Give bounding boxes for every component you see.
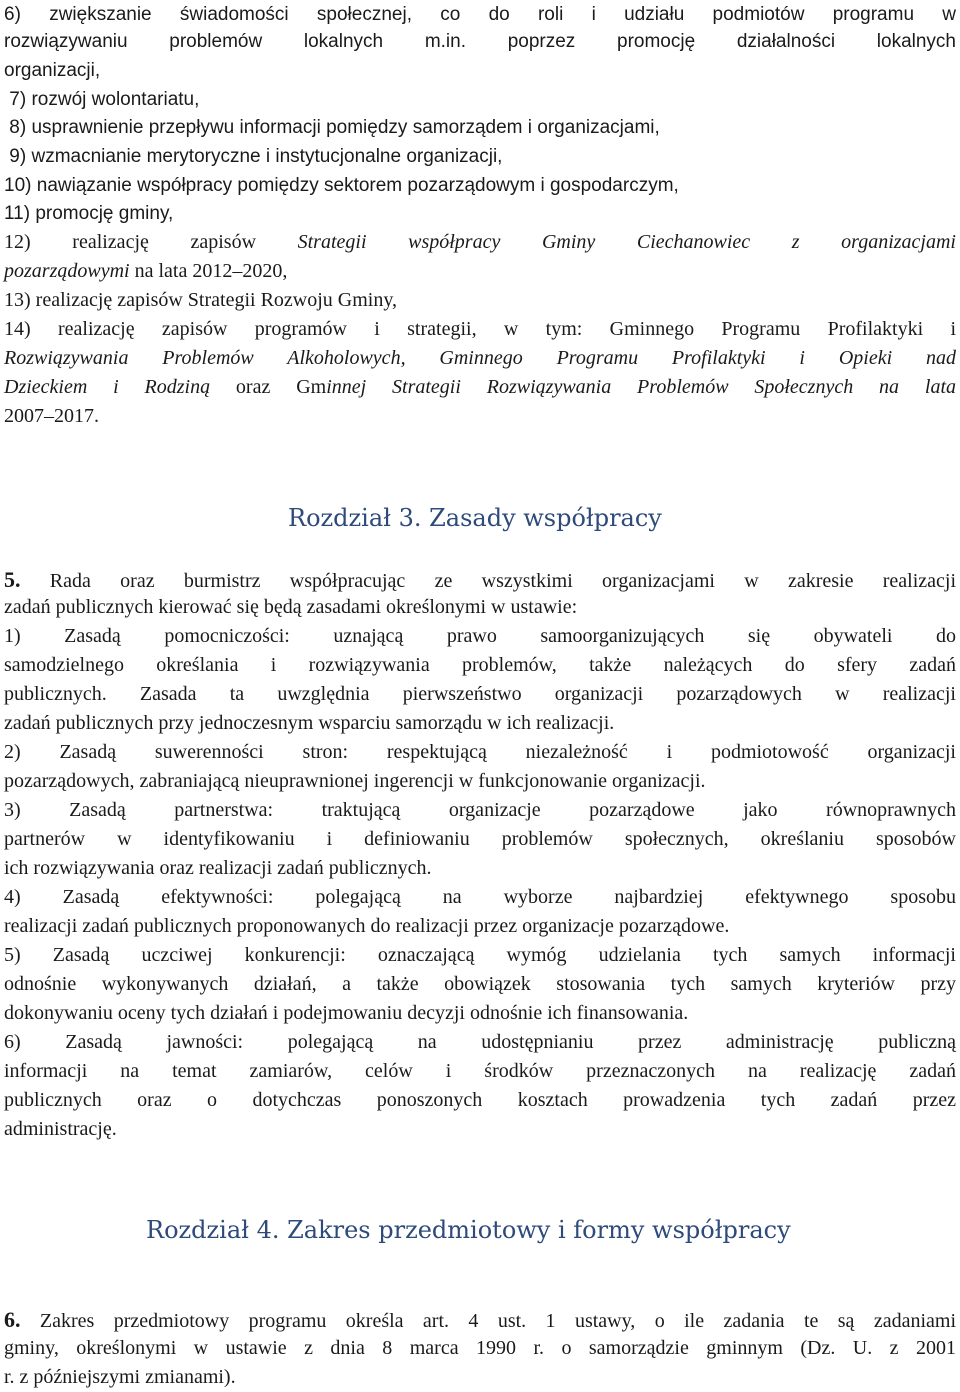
section-6-number: 6. (4, 1307, 21, 1332)
list-item-14-line-2: Rozwiązywania Problemów Alkoholowych, Gminnego Programu Profilaktyki i Opieki nad (4, 347, 956, 369)
section-6-line-1: 6. Zakres przedmiotowy programu określa art. 4 ust. 1 ustawy, o ile zadania te są zadaniami (4, 1307, 957, 1332)
section-5-line-5: publicznych. Zasada ta uwzględnia pierwszeństwo organizacji pozarządowych w realizacji (4, 683, 956, 705)
chapter-3-heading: Rozdział 3. Zasady współpracy (288, 504, 662, 532)
section-5-line-3: 1) Zasadą pomocniczości: uznającą prawo samoorganizujących się obywateli do (4, 625, 956, 647)
list-item-6-line-3: organizacji, (4, 60, 101, 81)
list-item-12-line-2: pozarządowymi na lata 2012–2020, (4, 260, 288, 282)
section-5-line-12: 4) Zasadą efektywności: polegającą na wyborze najbardziej efektywnego sposobu (4, 886, 956, 908)
section-5-line-10: partnerów w identyfikowaniu i definiowaniu problemów społecznych, określaniu sposobów (4, 828, 956, 850)
section-5-line-9: 3) Zasadą partnerstwa: traktującą organizacje pozarządowe jako równoprawnych (4, 799, 956, 821)
section-5-line-13: realizacji zadań publicznych proponowanych do realizacji przez organizacje pozarządowe. (4, 915, 730, 937)
list-item-9: 9) wzmacnianie merytoryczne i instytucjonalne organizacji, (9, 146, 503, 167)
list-item-14-line-1: 14) realizację zapisów programów i strategii, w tym: Gminnego Programu Profilaktyki i (4, 318, 957, 340)
list-item-13: 13) realizację zapisów Strategii Rozwoju Gminy, (4, 289, 398, 311)
section-5-line-19: publicznych oraz o dotychczas ponoszonych kosztach prowadzenia tych zadań przez (4, 1089, 956, 1111)
section-5-line-16: dokonywaniu oceny tych działań i podejmowaniu decyzji odnośnie ich finansowania. (4, 1002, 689, 1024)
list-item-6-line-2: rozwiązywaniu problemów lokalnych m.in. poprzez promocję działalności lokalnych (4, 31, 956, 52)
section-5-line-20: administrację. (4, 1118, 117, 1140)
section-5-line-7: 2) Zasadą suwerenności stron: respektującą niezależność i podmiotowość organizacji (4, 741, 956, 763)
section-5-line-15: odnośnie wykonywanych działań, a także obowiązek stosowania tych samych kryteriów przy (4, 973, 956, 995)
section-5-line-6: zadań publicznych przy jednoczesnym wsparciu samorządu w ich realizacji. (4, 712, 615, 734)
list-item-6-line-1: 6) zwiększanie świadomości społecznej, co do roli i udziału podmiotów programu w (4, 4, 957, 25)
list-item-7: 7) rozwój wolontariatu, (9, 89, 200, 110)
list-item-14-line-4: 2007–2017. (4, 405, 99, 427)
section-5-line-11: ich rozwiązywania oraz realizacji zadań publicznych. (4, 857, 432, 879)
section-5-line-8: pozarządowych, zabraniającą nieuprawnionej ingerencji w funkcjonowanie organizacji. (4, 770, 706, 792)
section-6-line-2: gminy, określonymi w ustawie z dnia 8 marca 1990 r. o samorządzie gminnym (Dz. U. z 2001 (4, 1337, 956, 1359)
section-5-number: 5. (4, 567, 21, 592)
section-6-line-3: r. z późniejszymi zmianami). (4, 1366, 236, 1388)
list-item-11: 11) promocję gminy, (4, 203, 174, 224)
section-5-line-1: 5. Rada oraz burmistrz współpracując ze wszystkimi organizacjami w zakresie realizacji (4, 567, 957, 592)
section-5-line-4: samodzielnego określania i rozwiązywania problemów, także należących do sfery zadań (4, 654, 956, 676)
list-item-10: 10) nawiązanie współpracy pomiędzy sektorem pozarządowym i gospodarczym, (4, 175, 679, 196)
list-item-14-line-3: Dzieckiem i Rodziną oraz Gminnej Strategii Rozwiązywania Problemów Społecznych na lata (4, 376, 957, 398)
section-5-line-17: 6) Zasadą jawności: polegającą na udostępnianiu przez administrację publiczną (4, 1031, 956, 1053)
list-item-8: 8) usprawnienie przepływu informacji pomiędzy samorządem i organizacjami, (9, 117, 660, 138)
list-item-12-line-1: 12) realizację zapisów Strategii współpracy Gminy Ciechanowiec z organizacjami (4, 231, 956, 253)
section-5-line-2: zadań publicznych kierować się będą zasadami określonymi w ustawie: (4, 596, 578, 618)
chapter-4-heading: Rozdział 4. Zakres przedmiotowy i formy współpracy (146, 1216, 791, 1244)
section-5-line-14: 5) Zasadą uczciwej konkurencji: oznaczającą wymóg udzielania tych samych informacji (4, 944, 956, 966)
section-5-line-18: informacji na temat zamiarów, celów i środków przeznaczonych na realizację zadań (4, 1060, 956, 1082)
